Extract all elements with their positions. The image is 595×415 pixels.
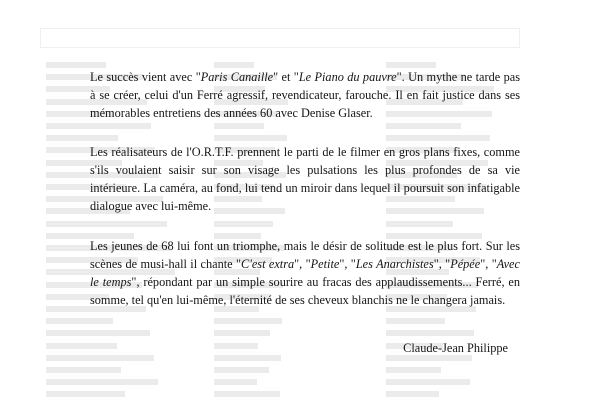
show-through-cell (386, 330, 474, 336)
text-run: " et " (273, 70, 299, 84)
show-through-cell (214, 343, 258, 349)
text-run: ", " (294, 257, 311, 271)
show-through-row (46, 379, 516, 380)
show-through-cell (214, 391, 280, 397)
author-signature: Claude-Jean Philippe (403, 341, 508, 355)
show-through-cell (46, 355, 154, 361)
show-through-header (40, 28, 520, 48)
show-through-cell (46, 367, 121, 373)
show-through-cell (46, 391, 125, 397)
text-run: Le succès vient avec " (90, 70, 201, 84)
italic-title: Paris Canaille (200, 70, 274, 84)
show-through-cell (46, 379, 158, 385)
paragraph-3 (90, 237, 520, 309)
italic-title: Les Anarchistes (355, 257, 434, 271)
text-run: ". Un mythe ne tarde pas à se créer, celui d'un Ferré agressif, revendicateur, farouche. Il en fait justice dans ses mémorables entretiens des années 60 avec Denise Glaser. (90, 70, 520, 120)
article-body (90, 68, 520, 329)
italic-title: Le Piano du pauvre (298, 70, 397, 84)
show-through-row (46, 330, 516, 331)
show-through-cell (46, 330, 150, 336)
show-through-cell (214, 355, 281, 361)
show-through-cell (46, 343, 117, 349)
paragraph-1 (90, 68, 520, 122)
italic-title: C'est extra (241, 257, 295, 271)
text-run: ", " (339, 257, 356, 271)
show-through-cell (214, 330, 270, 336)
show-through-cell (214, 379, 257, 385)
italic-title: Avec le temps (90, 257, 520, 289)
show-through-cell (214, 367, 269, 373)
show-through-row (46, 367, 516, 368)
italic-title: Petite (310, 257, 340, 271)
show-through-row (46, 391, 516, 392)
italic-title: Pépée (450, 257, 481, 271)
text-run: Les jeunes de 68 lui font un triomphe, mais le désir de solitude est le plus fort. Sur les scènes de musi-hall il chante " (90, 239, 520, 271)
show-through-cell (386, 379, 470, 385)
text-run: ", " (480, 257, 497, 271)
text-run: Les réalisateurs de l'O.R.T.F. prennent le parti de le filmer en gros plans fixes, comme s'ils voulaient saisir sur son visage les pulsations les plus profondes de sa vie intérieure. La caméra, au fond, lui tend un miroir dans lequel il poursuit son infatigable dialogue avec lui-même. (90, 145, 520, 213)
text-run: ", répondant par un simple sourire au fracas des applaudissements... Ferré, en somme, tel qu'en lui-même, l'éternité de ses cheveux blanchis ne le changera jamais. (90, 275, 520, 307)
show-through-cell (386, 367, 441, 373)
show-through-row (46, 62, 516, 63)
paragraph-2 (90, 143, 520, 215)
show-through-cell (386, 391, 439, 397)
text-run: ", " (433, 257, 451, 271)
